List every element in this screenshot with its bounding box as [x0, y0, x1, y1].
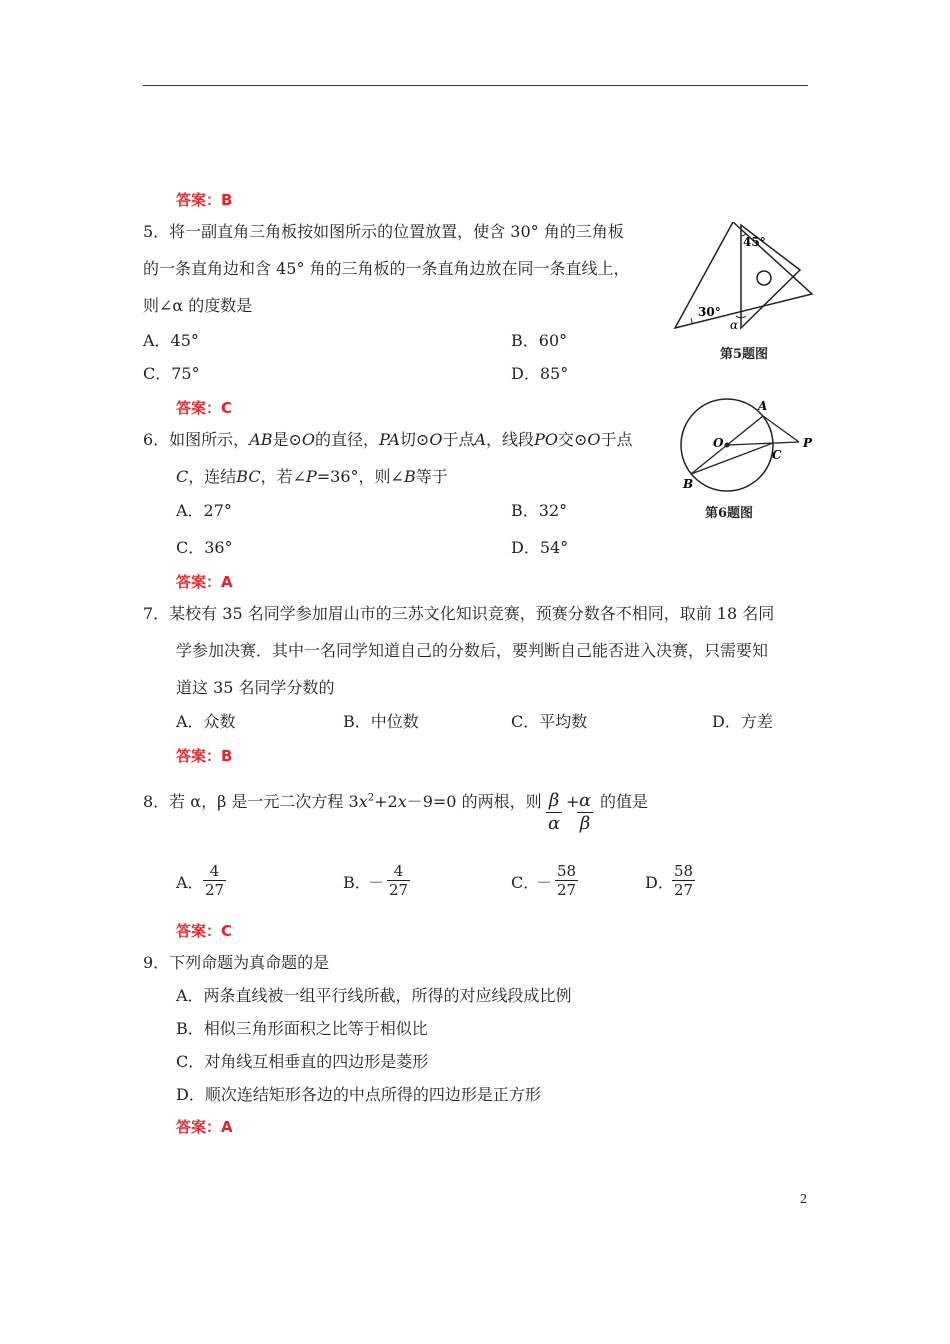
- fig5-label-45: 45°: [743, 235, 766, 249]
- q9-stem: 9．下列命题为真命题的是: [143, 953, 330, 972]
- fig6-label-p: P: [803, 436, 813, 450]
- figure-q5-caption: 第5题图: [720, 347, 769, 362]
- q9-option-a: A．两条直线被一组平行线所截，所得的对应线段成比例: [176, 986, 572, 1005]
- header-rule: [143, 85, 808, 86]
- q8-option-c-letter: C．: [511, 873, 540, 892]
- q6-option-a: A．27°: [176, 501, 232, 520]
- triangle-hole: [757, 271, 771, 285]
- segment-pa: [763, 416, 799, 442]
- q7-line1: 7．某校有 35 名同学参加眉山市的三苏文化知识竞赛，预赛分数各不相同，取前 18 名同: [143, 604, 775, 623]
- answer-q7: 答案：B: [176, 747, 233, 765]
- figure-q6-caption: 第6题图: [705, 506, 754, 521]
- q6-line2-d: 等于: [415, 467, 448, 486]
- q6-line2-a: ，连结: [188, 467, 237, 486]
- center-point: [725, 443, 730, 448]
- q8-option-b-sign: －: [368, 873, 385, 892]
- q8-plus: +: [566, 792, 580, 811]
- answer-q6: 答案：A: [176, 573, 233, 591]
- q8-sup: 2: [367, 792, 375, 804]
- answer-q4: 答案：B: [176, 191, 233, 209]
- q8-option-d-letter: D．: [645, 873, 674, 892]
- q8-option-b-fraction: 4 27: [389, 862, 409, 899]
- q8-frac2-den: β: [579, 813, 591, 834]
- q7-option-b: B．中位数: [343, 712, 419, 731]
- q8-option-d-fraction: 58 27: [674, 862, 694, 899]
- q6-ab: AB: [249, 430, 273, 449]
- segment-bc: [691, 443, 773, 474]
- q5-option-c: C．75°: [143, 364, 200, 383]
- q8-option-a-letter: A．: [176, 873, 204, 892]
- q8-tail: －9=0 的两根，则: [406, 792, 542, 811]
- q8-option-c-fraction: 58 27: [557, 862, 577, 899]
- q8-frac1-num: β: [548, 790, 560, 811]
- q6-line2-c: =36°，则∠: [316, 467, 404, 486]
- q8-x2: x: [397, 792, 407, 811]
- q8-mid: +2: [374, 792, 398, 811]
- q6-o2: O: [429, 430, 443, 449]
- q6-line2: [176, 467, 448, 487]
- q8-prefix: 8．若 α，β 是一元二次方程 3: [143, 792, 359, 811]
- fig6-label-o: O: [713, 436, 724, 450]
- q5-line1: 5．将一副直角三角板按如图所示的位置放置，使含 30° 角的三角板: [143, 222, 624, 241]
- fig5-label-30: 30°: [698, 305, 721, 319]
- answer-q8: 答案：C: [176, 922, 233, 940]
- segment-po: [727, 442, 799, 445]
- q6-line1-e: 于点: [442, 430, 475, 449]
- q6-b: B: [403, 467, 416, 486]
- answer-q5: 答案：C: [176, 399, 233, 417]
- q5-line3: 则∠α 的度数是: [143, 296, 253, 315]
- q5-option-b: B．60°: [511, 331, 568, 350]
- fig6-label-b: B: [683, 477, 694, 491]
- q6-po: PO: [534, 430, 558, 449]
- figure-q6-circle: [675, 395, 820, 500]
- q6-line1-a: 6．如图所示，: [143, 430, 250, 449]
- q6-option-c: C．36°: [176, 538, 233, 557]
- q7-option-a: A．众数: [176, 712, 236, 731]
- fig6-label-a: A: [758, 399, 768, 413]
- q8-fraction-alpha-over-beta: [577, 790, 593, 835]
- fig6-label-c: C: [772, 448, 782, 462]
- q6-line1-f: ，线段: [486, 430, 535, 449]
- q8-fraction-beta-over-alpha: [546, 790, 562, 835]
- q7-line3: 道这 35 名同学分数的: [176, 678, 335, 697]
- answer-q9: 答案：A: [176, 1118, 233, 1136]
- q6-p: P: [305, 467, 317, 486]
- q6-line1-c: 的直径，: [315, 430, 380, 449]
- q6-line1-d: 切⊙: [399, 430, 430, 449]
- q5-option-a: A．45°: [143, 331, 199, 350]
- q7-line2: 学参加决赛．其中一名同学知道自己的分数后，要判断自己能否进入决赛，只需要知: [176, 641, 769, 660]
- figure-q5-triangles: [670, 222, 820, 340]
- q6-option-b: B．32°: [511, 501, 568, 520]
- q5-line2: 的一条直角边和含 45° 角的三角板的一条直角边放在同一条直线上，: [143, 259, 630, 278]
- q8-frac1-den: α: [548, 813, 561, 834]
- q9-option-c: C．对角线互相垂直的四边形是菱形: [176, 1052, 429, 1071]
- q6-o3: O: [587, 430, 601, 449]
- q8-option-a-fraction: 4 27: [205, 862, 225, 899]
- q6-line1-g: 交⊙: [557, 430, 588, 449]
- q8-stem: [143, 792, 542, 812]
- q6-line1-b: 是⊙: [272, 430, 302, 449]
- q9-option-d: D．顺次连结矩形各边的中点所得的四边形是正方形: [176, 1085, 541, 1104]
- q7-option-c: C．平均数: [511, 712, 588, 731]
- angle-arc-30: [691, 318, 692, 324]
- q9-option-b: B．相似三角形面积之比等于相似比: [176, 1019, 428, 1038]
- q6-line1-h: 于点: [600, 430, 633, 449]
- q8-option-c-sign: －: [536, 873, 553, 892]
- q6-a2: A: [474, 430, 487, 449]
- q8-suffix: 的值是: [600, 792, 649, 811]
- q6-pa: PA: [379, 430, 400, 449]
- fig5-label-alpha: α: [730, 318, 739, 332]
- q5-option-d: D．85°: [511, 364, 569, 383]
- q7-option-d: D．方差: [712, 712, 773, 731]
- q6-line2-b: ，若∠: [260, 467, 306, 486]
- page-number: 2: [800, 1192, 807, 1207]
- q6-o: O: [301, 430, 316, 449]
- q6-c: C: [176, 467, 189, 486]
- q8-frac2-num: α: [579, 790, 592, 811]
- q6-bc: BC: [236, 467, 261, 486]
- q6-option-d: D．54°: [511, 538, 569, 557]
- q8-x1: x: [358, 792, 368, 811]
- q6-line1: [143, 430, 633, 450]
- q8-option-b-letter: B．: [343, 873, 371, 892]
